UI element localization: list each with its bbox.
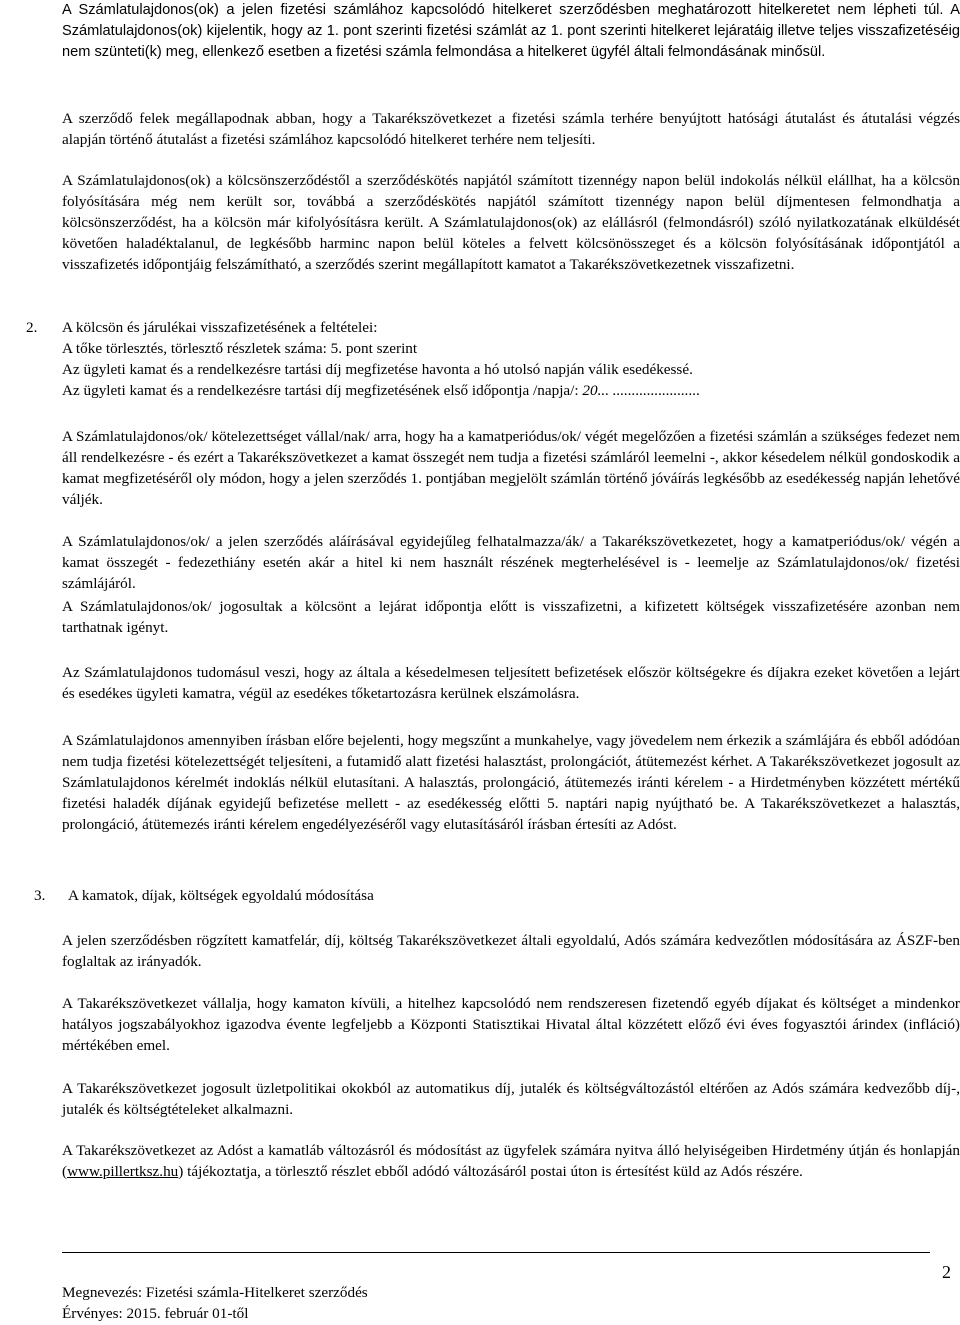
section-2-number: 2. <box>26 319 38 336</box>
first-date-value: 20... ....................... <box>582 382 701 399</box>
page-number: 2 <box>942 1262 951 1282</box>
section-2-line-esedekesseg: Az ügyleti kamat és a rendelkezésre tartási díj megfizetése havonta a hó utolsó napján válik esedékessé. <box>62 361 693 378</box>
section-2-heading: A kölcsön és járulékai visszafizetésének a feltételei: <box>62 319 378 336</box>
paragraph-elallas: A Számlatulajdonos(ok) a kölcsönszerződéstől a szerződéskötés napjától számított tizennégy napon belül indokolás nélkül elállhat, ha a kölcsön folyósítására még nem került sor, továbbá a szerződéskötés napjától számított tizennégy napon belül díjmentesen felmondhatja a kölcsönszerződést, ha a kölcsön már kifolyósításra került. A Számlatulajdonos(ok) az elállásról (felmondásról) szóló nyilatkozatának elküldését követően haladéktalanul, de legkésőbb harminc napon belül köteles a felvett kölcsönösszeget és a kölcsön folyósításának időpontjától a visszafizetés időpontjáig felszámítható, a szerződés szerint megállapított kamatot a Takarékszövetkezetnek visszafizetni. <box>62 172 960 273</box>
paragraph-elszamolas: Az Számlatulajdonos tudomásul veszi, hogy az általa a késedelmesen teljesített befizetések először költségekre és díjakra ezeket követően a lejárt és esedékes ügyleti kamatra, végül az esedékes tőketartozásra kerülnek elszámolásra. <box>62 664 960 702</box>
first-date-label: Az ügyleti kamat és a rendelkezésre tartási díj megfizetésének első időpontja /napja/: <box>62 382 583 399</box>
ertesites-text-1: A Takarékszövetkezet az Adóst a kamatláb változásról és módosítást az ügyfelek számára nyitva álló helyiségeiben Hirdetmény útján és honlapján ( <box>62 1142 960 1180</box>
footer-validity: Érvényes: 2015. február 01-től <box>62 1305 249 1322</box>
paragraph-dijemeles: A Takarékszövetkezet vállalja, hogy kamaton kívüli, a hitelhez kapcsolódó nem rendszeresen fizetendő egyéb díjakat és költséget a mindenkor hatályos jogszabályokhoz igazodva évente legfeljebb a Központi Statisztikai Hivatal által közzétett előző évi éves fogyasztói árindex (infláció) mértékében emel. <box>62 995 960 1054</box>
section-2-line-elso-idopont <box>62 380 960 401</box>
section-3-number: 3. <box>34 887 46 904</box>
ertesites-text-2: ) tájékoztatja, a törlesztő részlet ebből adódó változásáról postai úton is értesítést küld az Adós részére. <box>178 1163 803 1180</box>
paragraph-hitelkeret-intro: A Számlatulajdonos(ok) a jelen fizetési számlához kapcsolódó hitelkeret szerződésben meghatározott hitelkeretet nem lépheti túl. A Számlatulajdonos(ok) kijelentik, hogy az 1. pont szerinti fizetési számlát az 1. pont szerinti hitelkeret lejáratáig illetve teljes visszafizetéséig nem szünteti(k) meg, ellenkező esetben a fizetési számla felmondása a hitelkeret ügyfél általi felmondásának minősül. <box>62 2 960 60</box>
paragraph-aszf: A jelen szerződésben rögzített kamatfelár, díj, költség Takarékszövetkezet általi egyoldalú, Adós számára kedvezőtlen módosítására az ÁSZF-ben foglaltak az irányadók. <box>62 932 960 970</box>
section-3-heading: A kamatok, díjak, költségek egyoldalú módosítása <box>68 887 374 904</box>
footer-document-name: Megnevezés: Fizetési számla-Hitelkeret szerződés <box>62 1284 368 1301</box>
footer-divider <box>62 1252 930 1253</box>
paragraph-atutalas: A szerződő felek megállapodnak abban, hogy a Takarékszövetkezet a fizetési számla terhére benyújtott hatósági átutalást és átutalási végzés alapján történő átutalást a fizetési számlához kapcsolódó hitelkeret terhére nem teljesíti. <box>62 110 960 148</box>
section-2-block <box>62 317 960 401</box>
paragraph-halasztas: A Számlatulajdonos amennyiben írásban előre bejelenti, hogy megszűnt a munkahelye, vagy jövedelem nem érkezik a számlájára és ebből adódóan nem tudja fizetési kötelezettségét teljesíteni, a futamidő alatt fizetési halasztást, prolongációt, átütemezést kérhet. A Takarékszövetkezet jogosult az Számlatulajdonos kérelmét indoklás nélkül elutasítani. A halasztás, prolongáció, átütemezés iránti kérelem - a Hirdetményben közzétett mértékű fizetési haladék díjának egyidejű befizetése mellett - az esedékesség előtti 5. naptári napig nyújtható be. A Takarékszövetkezet a halasztás, prolongáció, átütemezés iránti kérelem engedélyezéséről vagy elutasításáról írásban értesíti az Adóst. <box>62 732 960 833</box>
section-2-line-torlesztes: A tőke törlesztés, törlesztő részletek száma: 5. pont szerint <box>62 340 418 357</box>
paragraph-uzletpolitika: A Takarékszövetkezet jogosult üzletpolitikai okokból az automatikus díj, jutalék és költségváltozástól eltérően az Adós számára kedvezőbb díj-, jutalék és költségtételeket alkalmazni. <box>62 1080 960 1118</box>
website-link[interactable]: www.pillertksz.hu <box>67 1163 179 1180</box>
paragraph-felhatalmazas: A Számlatulajdonos/ok/ a jelen szerződés aláírásával egyidejűleg felhatalmazza/ák/ a Takarékszövetkezetet, hogy a kamatperiódus/ok/ végén a kamat összegét - fedezethiány esetén akár a hitel ki nem használt részének megterhelésével is - leemelje az Számlatulajdonos/ok/ fizetési számlájáról. <box>62 533 960 592</box>
paragraph-ertesites <box>62 1140 960 1182</box>
paragraph-elotorlesztes: A Számlatulajdonos/ok/ jogosultak a kölcsönt a lejárat időpontja előtt is visszafizetni, a kifizetett költségek visszafizetésére azonban nem tarthatnak igényt. <box>62 598 960 636</box>
paragraph-kotelezettseg: A Számlatulajdonos/ok/ kötelezettséget vállal/nak/ arra, hogy ha a kamatperiódus/ok/ végét megelőzően a fizetési számlán a szükséges fedezet nem áll rendelkezésre - és ezért a Takarékszövetkezet a kamat összegét nem tudja a fizetési számláról leemelni -, akkor késedelem nélkül gondoskodik a kamat megfizetéséről oly módon, hogy a jelen szerződés 1. pontjában megjelölt számlán történő jóváírás legkésőbb az esedékesség napján lehetővé váljék. <box>62 428 960 508</box>
